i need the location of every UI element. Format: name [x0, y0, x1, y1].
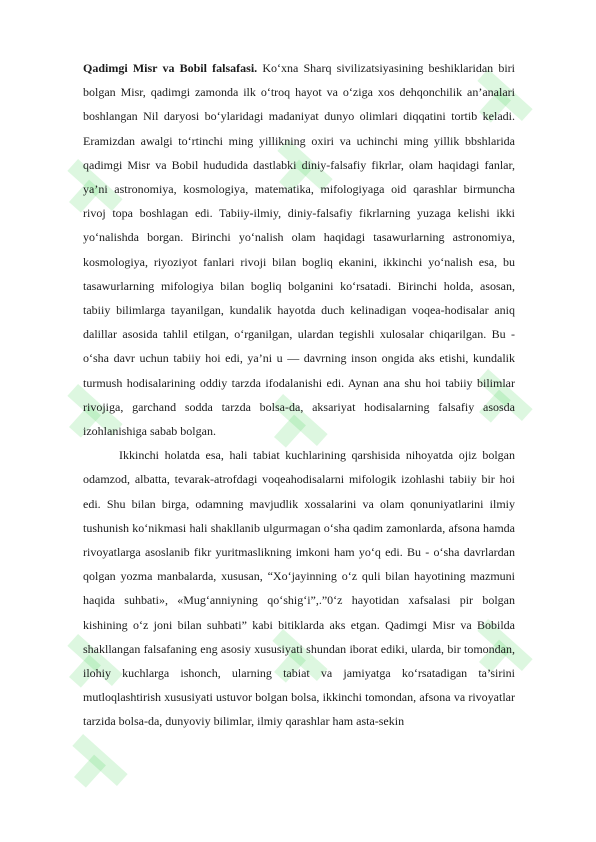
document-body — [83, 56, 515, 734]
paragraph — [83, 56, 515, 443]
section-title: Qadimgi Misr va Bobil falsafasi. — [83, 61, 258, 75]
paragraph-text: Ko‘xna Sharq sivilizatsiyasining beshiklaridan biri bolgan Misr, qadimgi zamonda ilk o‘troq hayot va o‘ziga xos dehqonchilik an’analari boshlangan Nil daryosi bo‘ylaridagi madaniyat dunyo olimlari diqqatini tortib keladi. Eramizdan awalgi to‘rtinchi ming yillikning oxiri va uchinchi ming yillik bbshlarida qadimgi Misr va Bobil hududida dastlabki diniy-falsafiy fikrlar, olam haqidagi fanlar, ya’ni astronomiya, kosmologiya, matematika, mifologiyaga oid qarashlar birmuncha rivoj topa boshlagan edi. Tabiiy-ilmiy, diniy-falsafiy fikrlarning yuzaga kelishi ikki yo‘nalishda borgan. Birinchi yo‘nalish olam haqidagi tasawurlarning astronomiya, kosmologiya, riyoziyot fanlari rivoji bilan bogliq ekanini, ikkinchi yo‘nalish esa, bu tasawurlarning mifologiya bilan bogliq bolganini ko‘rsatadi. Birinchi holda, asosan, tabiiy bilimlarga tayanilgan, kundalik hayotda duch kelinadigan voqea-hodisalar aniq dalillar asosida tahlil etilgan, o‘rganilgan, ulardan tegishli xulosalar chiqarilgan. Bu - o‘sha davr uchun tabiiy hoi edi, ya’ni u — davrning inson ongida aks etishi, kundalik turmush hodisalarining oddiy tarzda ifodalanishi edi. Aynan ana shu hoi tabiiy bilimlar rivojiga, garchand sodda tarzda bolsa-da, aksariyat hodisalarning falsafiy asosda izohlanishiga sabab bolgan. — [83, 61, 515, 439]
paragraph — [83, 443, 515, 733]
paragraph-text: Ikkinchi holatda esa, hali tabiat kuchlarining qarshisida nihoyatda ojiz bolgan odamzod, albatta, tevarak-atrofdagi voqeahodisalarni mifologik izohlashi tabiiy bir hoi edi. Shu bilan birga, odamning mavjudlik xossalarini va olam qonuniyatlarini ilmiy tushunish ko‘nikmasi hali shakllanib ulgurmagan o‘sha qadim zamonlarda, afsona hamda rivoyatlarga asoslanib fikr yuritmaslikning imkoni ham yo‘q edi. Bu - o‘sha davrlardan qolgan yozma manbalarda, xususan, “Xo‘jayinning o‘z quli bilan hayotining mazmuni haqida suhbati», «Mug‘anniyning qo‘shig‘i”,.”0‘z hayotidan xafsalasi pir bolgan kishining o‘z joni bilan suhbati” kabi bitiklarda aks etgan. Qadimgi Misr va Bobilda shakllangan falsafaning eng asosiy xususiyati shundan iborat ediki, ularda, bir tomondan, ilohiy kuchlarga ishonch, ularning tabiat va jamiyatga ko‘rsatadigan ta’sirini mutloqlashtirish xususiyati ustuvor bolgan bolsa, ikkinchi tomondan, afsona va rivoyatlar tarzida bolsa-da, dunyoviy bilimlar, ilmiy qarashlar ham asta-sekin — [83, 448, 515, 729]
watermark-stamp — [58, 734, 128, 802]
